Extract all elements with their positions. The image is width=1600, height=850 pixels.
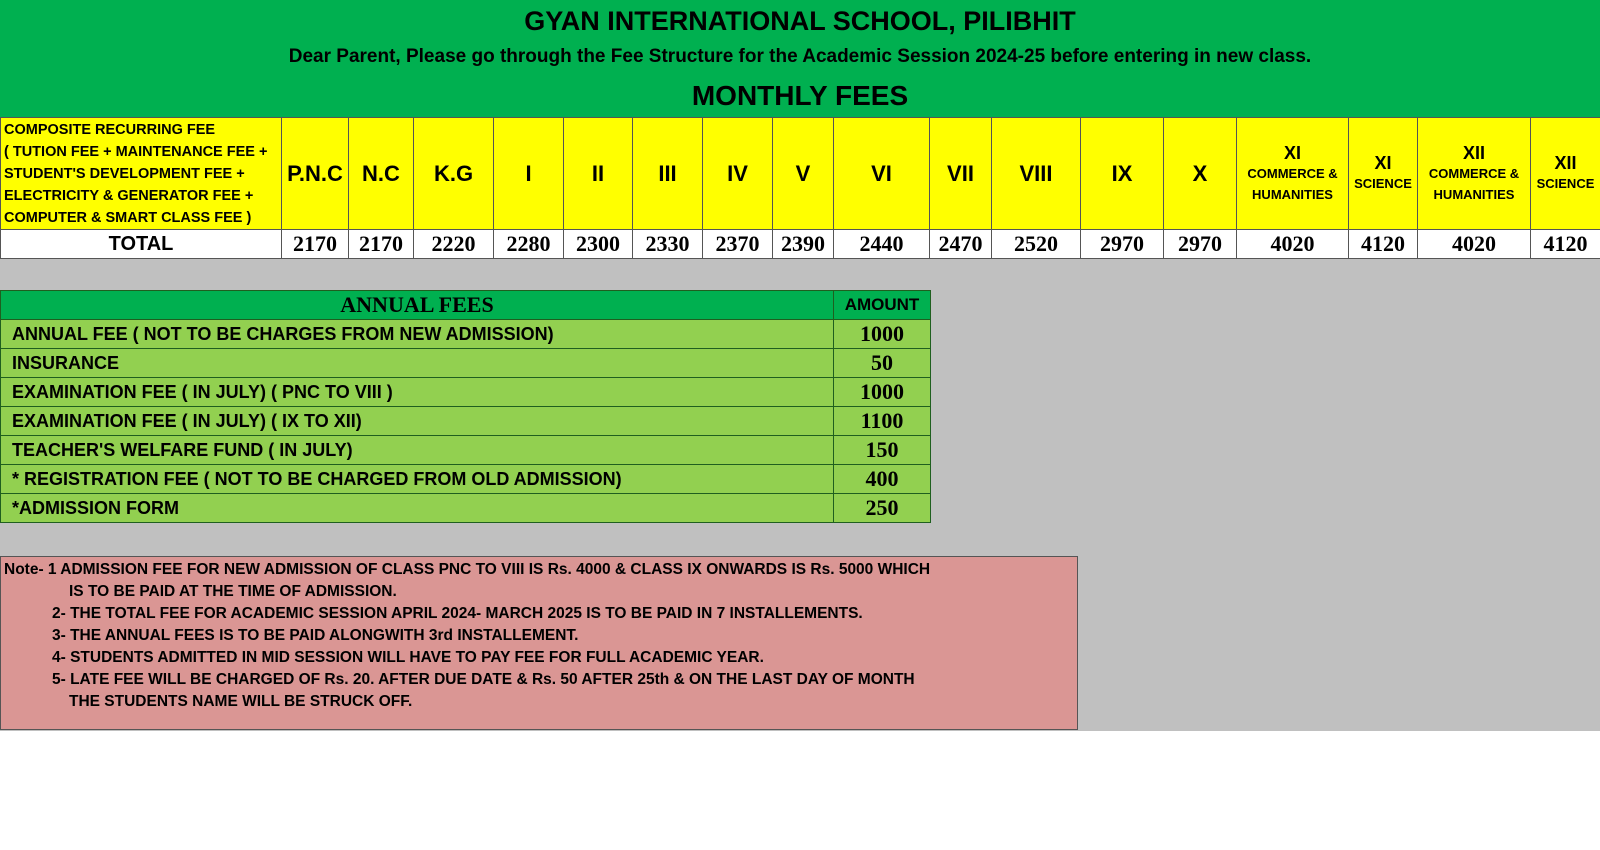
total-cell: 2220 [414,230,494,259]
note-line: Note- 1 ADMISSION FEE FOR NEW ADMISSION OF CLASS PNC TO VIII IS Rs. 4000 & CLASS IX ONWARDS IS Rs. 5000 WHICH [4,561,931,578]
class-header-row [1,118,1600,230]
class-header-cell: P.N.C [282,118,349,230]
total-label: TOTAL [1,230,282,259]
annual-header-row [1,291,931,320]
class-header-cell: III [633,118,703,230]
class-header-cell [1349,118,1418,230]
class-name: XI [1283,142,1301,163]
parent-notice: Dear Parent, Please go through the Fee Structure for the Academic Session 2024-25 before entering in new class. [288,46,1312,67]
amount-header: AMOUNT [834,291,931,320]
note-line: IS TO BE PAID AT THE TIME OF ADMISSION. [69,583,397,600]
total-cell: 2300 [564,230,633,259]
class-header-cell [1237,118,1349,230]
note-line: 5- LATE FEE WILL BE CHARGED OF Rs. 20. AFTER DUE DATE & Rs. 50 AFTER 25th & ON THE LAST DAY OF MONTH [52,671,915,688]
annual-fee-label: TEACHER'S WELFARE FUND ( IN JULY) [1,436,834,465]
class-header-cell: VII [930,118,992,230]
annual-fee-amount: 50 [834,349,931,378]
total-row [1,230,1600,259]
annual-fee-amount: 1100 [834,407,931,436]
class-header-cell: IX [1081,118,1164,230]
total-cell: 4120 [1349,230,1418,259]
class-stream: COMMERCE & HUMANITIES [1247,165,1338,202]
class-header-cell: V [773,118,834,230]
annual-fee-label: ANNUAL FEE ( NOT TO BE CHARGES FROM NEW ADMISSION) [1,320,834,349]
fee-desc-line: ELECTRICITY & GENERATOR FEE + [4,187,254,204]
total-cell: 2370 [703,230,773,259]
total-cell: 2440 [834,230,930,259]
total-cell: 2520 [992,230,1081,259]
total-cell: 4120 [1531,230,1600,259]
note-line: 4- STUDENTS ADMITTED IN MID SESSION WILL HAVE TO PAY FEE FOR FULL ACADEMIC YEAR. [52,649,764,666]
annual-fees-title: ANNUAL FEES [1,291,834,320]
annual-fee-amount: 250 [834,494,931,523]
monthly-fees-table [0,117,1600,259]
class-name: XI [1374,153,1392,173]
class-header-cell: X [1164,118,1237,230]
notes-box [0,556,1078,730]
annual-fee-row [1,349,931,378]
annual-fee-row [1,407,931,436]
class-header-cell: N.C [349,118,414,230]
monthly-fees-heading: MONTHLY FEES [691,80,909,111]
annual-fee-label: EXAMINATION FEE ( IN JULY) ( PNC TO VIII ) [1,378,834,407]
fee-desc-line: STUDENT'S DEVELOPMENT FEE + [4,165,245,182]
annual-fee-label: INSURANCE [1,349,834,378]
class-header-cell: K.G [414,118,494,230]
annual-fee-row [1,378,931,407]
total-cell: 2330 [633,230,703,259]
annual-fee-amount: 400 [834,465,931,494]
annual-fee-row [1,465,931,494]
annual-fee-amount: 1000 [834,378,931,407]
class-name: XII [1462,142,1485,163]
fee-desc-line: COMPUTER & SMART CLASS FEE ) [4,209,252,226]
header-banner [0,0,1600,117]
total-cell: 2970 [1081,230,1164,259]
annual-fee-label: *ADMISSION FORM [1,494,834,523]
total-cell: 4020 [1418,230,1531,259]
fee-composition-cell [1,118,282,230]
annual-fee-amount: 1000 [834,320,931,349]
school-title: GYAN INTERNATIONAL SCHOOL, PILIBHIT [524,6,1076,36]
class-header-cell: VIII [992,118,1081,230]
class-header-cell: I [494,118,564,230]
class-header-cell [1531,118,1600,230]
annual-fee-row [1,320,931,349]
note-line: 3- THE ANNUAL FEES IS TO BE PAID ALONGWITH 3rd INSTALLEMENT. [52,627,579,644]
total-cell: 4020 [1237,230,1349,259]
class-header-cell [1418,118,1531,230]
annual-fee-row [1,494,931,523]
annual-fee-label: EXAMINATION FEE ( IN JULY) ( IX TO XII) [1,407,834,436]
class-header-cell: IV [703,118,773,230]
annual-fee-amount: 150 [834,436,931,465]
note-line: THE STUDENTS NAME WILL BE STRUCK OFF. [69,693,413,710]
class-stream: SCIENCE [1536,176,1595,191]
total-cell: 2280 [494,230,564,259]
total-cell: 2390 [773,230,834,259]
class-stream: COMMERCE & HUMANITIES [1428,165,1520,202]
note-line: 2- THE TOTAL FEE FOR ACADEMIC SESSION APRIL 2024- MARCH 2025 IS TO BE PAID IN 7 INSTALLEMENTS. [52,605,863,622]
fee-desc-line: ( TUTION FEE + MAINTENANCE FEE + [4,143,268,160]
total-cell: 2170 [349,230,414,259]
annual-fee-row [1,436,931,465]
fee-desc-line: COMPOSITE RECURRING FEE [4,121,216,138]
class-header-cell: VI [834,118,930,230]
total-cell: 2470 [930,230,992,259]
class-header-cell: II [564,118,633,230]
total-cell: 2970 [1164,230,1237,259]
class-stream: SCIENCE [1354,176,1412,191]
total-cell: 2170 [282,230,349,259]
annual-fee-label: * REGISTRATION FEE ( NOT TO BE CHARGED FROM OLD ADMISSION) [1,465,834,494]
annual-fees-table [0,290,931,523]
class-name: XII [1554,153,1577,173]
